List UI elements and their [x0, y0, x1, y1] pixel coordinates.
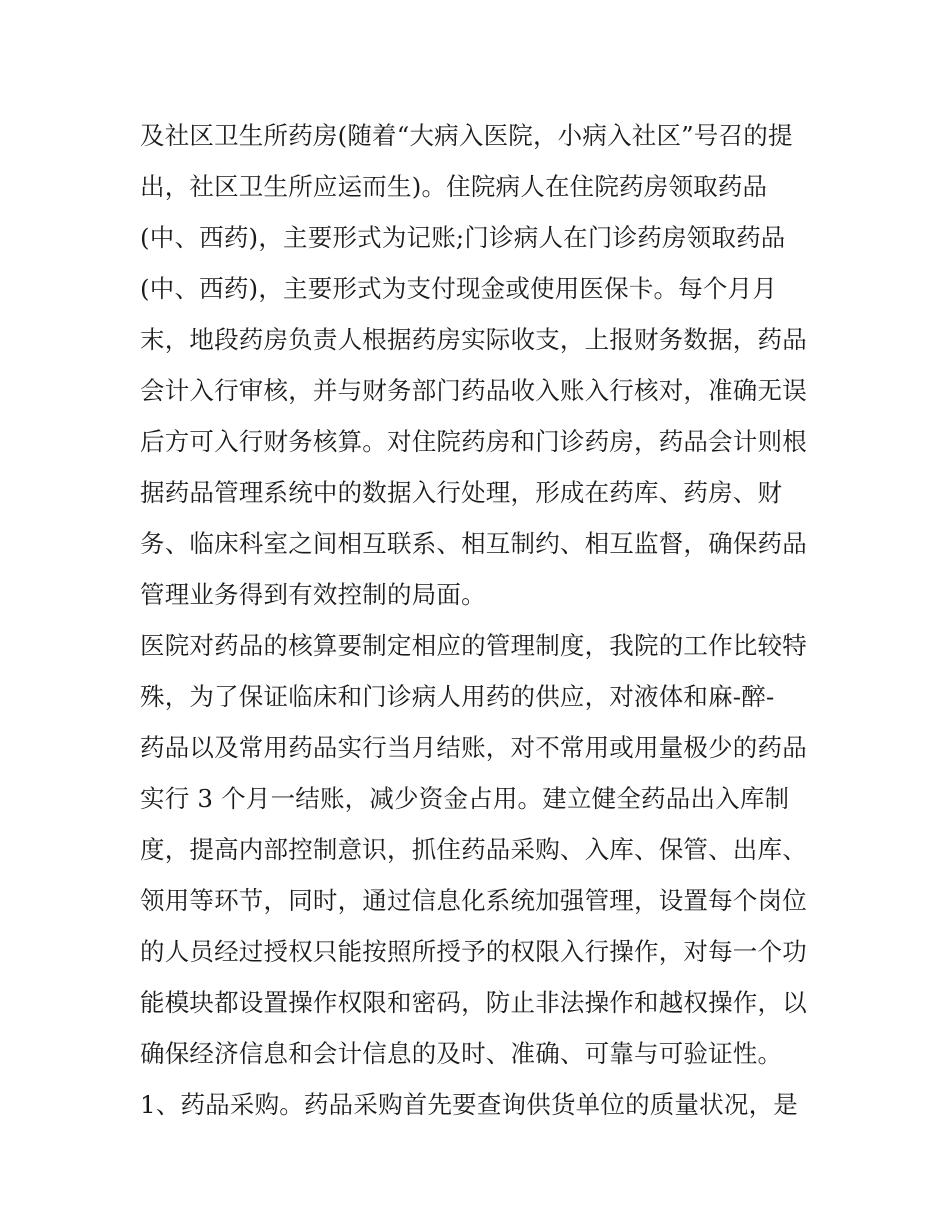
text-line: 及社区卫生所药房(随着“大病入医院，小病入社区”号召的提 [140, 121, 793, 150]
text-line: 医院对药品的核算要制定相应的管理制度，我院的工作比较特 [140, 631, 807, 660]
document-body [140, 110, 820, 1130]
text-line: 出，社区卫生所应运而生)。住院病人在住院药房领取药品 [140, 172, 768, 201]
text-line: 能模块都设置操作权限和密码，防止非法操作和越权操作，以 [140, 988, 807, 1017]
text-line: (中、西药)，主要形式为支付现金或使用医保卡。每个月月 [140, 274, 778, 303]
text-line: 据药品管理系统中的数据入行处理，形成在药库、药房、财 [140, 478, 783, 507]
text-line: 1、药品采购。药品采购首先要查询供货单位的质量状况，是 [140, 1090, 798, 1119]
text-line: (中、西药)，主要形式为记账;门诊病人在门诊药房领取药品 [140, 223, 786, 252]
text-line: 度，提高内部控制意识，抓住药品采购、入库、保管、出库、 [140, 835, 807, 864]
text-line: 会计入行审核，并与财务部门药品收入账入行核对，准确无误 [140, 376, 807, 405]
text-line: 末，地段药房负责人根据药房实际收支，上报财务数据，药品 [140, 325, 807, 354]
text-line: 确保经济信息和会计信息的及时、准确、可靠与可验证性。 [140, 1039, 783, 1068]
text-line: 药品以及常用药品实行当月结账，对不常用或用量极少的药品 [140, 733, 807, 762]
text-line: 管理业务得到有效控制的局面。 [140, 580, 486, 609]
text-line: 殊，为了保证临床和门诊病人用药的供应，对液体和麻-醉- [140, 682, 775, 711]
text-line: 的人员经过授权只能按照所授予的权限入行操作，对每一个功 [140, 937, 807, 966]
text-line: 后方可入行财务核算。对住院药房和门诊药房，药品会计则根 [140, 427, 807, 456]
text-line: 务、临床科室之间相互联系、相互制约、相互监督，确保药品 [140, 529, 807, 558]
text-line: 领用等环节，同时，通过信息化系统加强管理，设置每个岗位 [140, 886, 807, 915]
text-line: 实行 3 个月一结账，减少资金占用。建立健全药品出入库制 [140, 784, 790, 813]
